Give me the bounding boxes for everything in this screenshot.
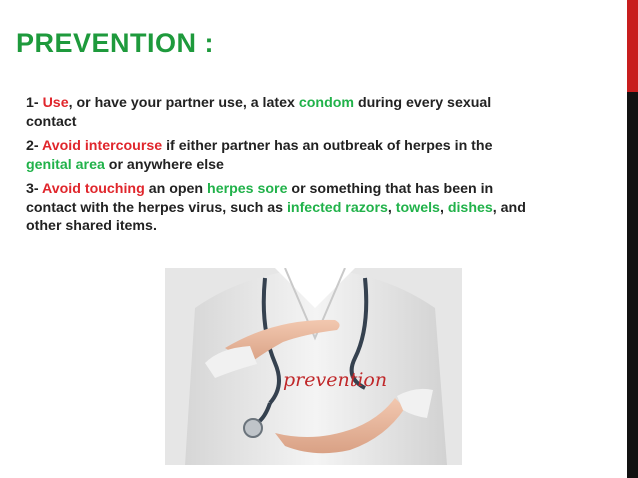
slide-title: PREVENTION :: [16, 28, 215, 58]
point-text: , or have your partner use, a latex: [68, 95, 299, 111]
prevention-caption: prevention: [283, 369, 388, 391]
doctor-prevention-photo: [165, 268, 462, 465]
prevention-point-3: [26, 180, 531, 236]
prevention-point-2: [26, 137, 531, 174]
point-highlight-red: Avoid touching: [42, 181, 145, 197]
point-highlight-green: genital area: [26, 156, 105, 173]
point-number: 1-: [26, 95, 43, 111]
prevention-point-1: [26, 94, 531, 131]
point-highlight-green: infected razors: [286, 199, 388, 216]
point-highlight-green: condom: [298, 95, 355, 111]
point-highlight-red: Use: [42, 95, 69, 111]
point-highlight-green: towels: [395, 199, 440, 216]
point-highlight-green: herpes sore: [207, 181, 288, 197]
point-number: 3-: [26, 181, 43, 197]
point-text: ,: [387, 199, 396, 216]
point-highlight-green: dishes: [447, 199, 493, 216]
point-text: or anywhere else: [104, 156, 224, 173]
point-highlight-red: Avoid intercourse: [42, 138, 163, 154]
slide-accent-bar: [627, 0, 638, 478]
point-text: an open: [144, 181, 208, 197]
point-text: during every sexual contact: [26, 95, 492, 130]
point-text: ,: [439, 199, 448, 216]
point-number: 2-: [26, 138, 43, 154]
point-text: if either partner has an outbreak of herpes in the: [162, 138, 493, 154]
point-text: or something that has been in contact with the herpes virus, such as: [26, 181, 494, 216]
point-text: , and other shared items.: [26, 199, 526, 234]
prevention-points-list: [26, 94, 531, 242]
